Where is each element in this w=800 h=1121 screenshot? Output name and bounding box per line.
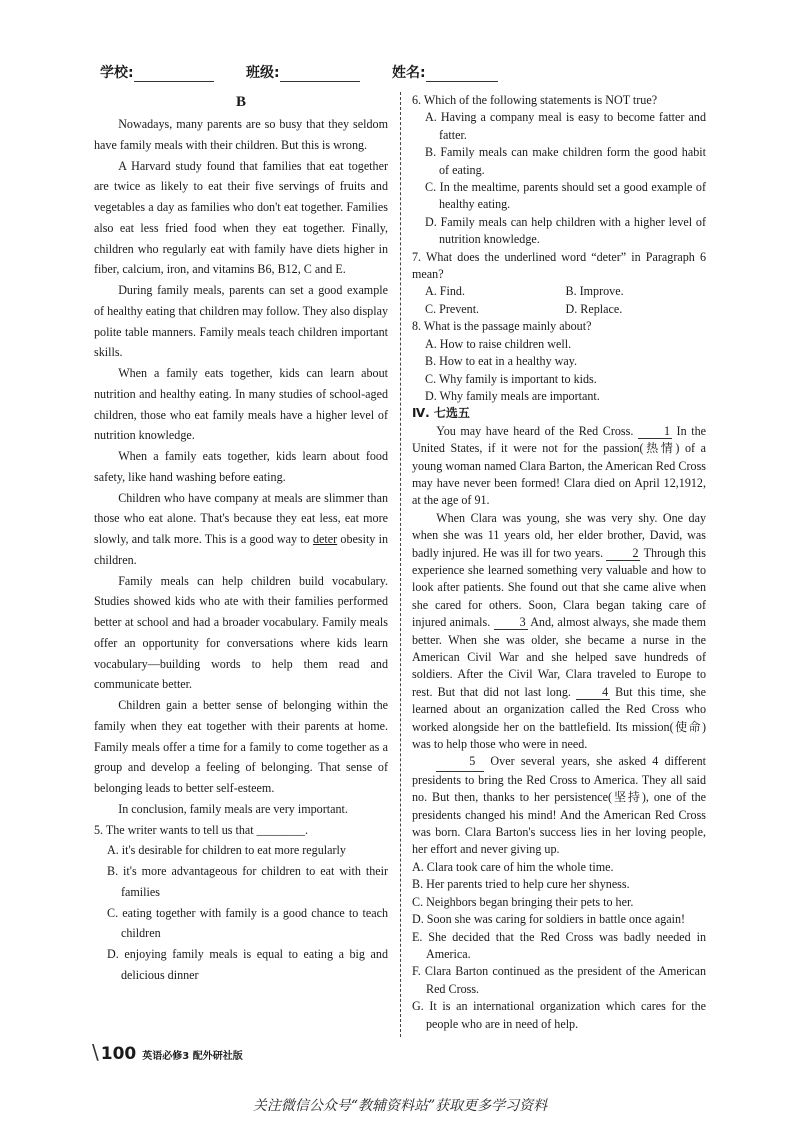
paragraph-2: A Harvard study found that families that eat together are twice as likely to eat their five servings of fruits and vegetables a day as families who don't eat together. Families also eat less fried food when they eat together. Finally, children who regularly eat with family have diets higher in fiber, calcium, iron, and vitamins B6, B12, C and E.	[94, 158, 388, 277]
choice-f: F. Clara Barton continued as the president of the American Red Cross.	[412, 964, 706, 996]
question-6-option-b: B. Family meals can make children form the good habit of eating.	[425, 145, 706, 177]
cloze-paragraph-3	[412, 753, 706, 858]
class-label: 班级:	[246, 65, 280, 81]
question-6-option-d: D. Family meals can help children with a higher level of nutrition knowledge.	[425, 214, 706, 247]
left-column	[94, 92, 388, 986]
paragraph-7: Family meals can help children build vocabulary. Studies showed kids who ate with their families performed better at school and had a broader vocabulary. Family meals offer an opportunity for conversations where kids learn vocabulary—building words to help them read and communicate better.	[94, 573, 388, 692]
question-7-option-c: C. Prevent.	[425, 301, 480, 316]
choice-d: D. Soon she was caring for soldiers in battle once again!	[412, 912, 686, 927]
choice-b: B. Her parents tried to help cure her shyness.	[412, 877, 630, 892]
choice-a: A. Clara took care of him the whole time.	[412, 859, 614, 874]
paragraph-9: In conclusion, family meals are very important.	[118, 801, 348, 816]
class-input-line[interactable]	[280, 67, 360, 82]
cloze-text: Through this experience she learned something very valuable and how to look after patients. She found out that she came alive when she cared for others. Soon, Clara began taking care of injured animals.	[412, 545, 707, 630]
question-7-options-row-1	[412, 283, 706, 300]
cloze-paragraph-2	[412, 510, 706, 754]
paragraph-3: During family meals, parents can set a good example of healthy eating that children may follow. They also display polite table manners. Family meals teach children important skills.	[94, 283, 388, 360]
question-6-stem: 6. Which of the following statements is NOT true?	[412, 93, 658, 107]
column-divider	[400, 92, 401, 1037]
section-title: B	[235, 94, 246, 110]
blank-5[interactable]: 5	[436, 753, 484, 771]
school-input-line[interactable]	[134, 67, 214, 82]
blank-4[interactable]: 4	[576, 685, 610, 700]
question-6-option-c: C. In the mealtime, parents should set a good example of healthy eating.	[425, 180, 706, 212]
blank-3[interactable]: 3	[494, 615, 528, 630]
cloze-paragraph-1	[412, 423, 706, 510]
name-label: 姓名:	[392, 65, 426, 81]
page-footer	[92, 1040, 243, 1064]
question-8-option-a: A. How to raise children well.	[425, 336, 572, 351]
underlined-word: deter	[312, 532, 338, 546]
question-5-option-b: B. it's more advantageous for children to eat with their families	[107, 864, 388, 899]
question-5-option-c: C. eating together with family is a good chance to teach children	[107, 905, 388, 941]
section-4-title: Ⅳ. 七选五	[412, 406, 470, 421]
school-field	[100, 62, 214, 82]
cloze-text: Over several years, she asked 4 different presidents to bring the Red Cross to America. They all said no. But then, thanks to her persistence(坚持), one of the presidents changed his mind! And the American Red Cross was born. Clara Barton's success lies in her loving people, her effort and never giving up.	[412, 754, 706, 857]
blank-1[interactable]: 1	[638, 424, 672, 439]
question-7-option-b: B. Improve.	[565, 284, 624, 299]
question-6-option-a: A. Having a company meal is easy to become fatter and fatter.	[425, 110, 706, 142]
footer-slash-icon: \	[92, 1040, 99, 1064]
class-field	[246, 62, 360, 82]
blank-2[interactable]: 2	[606, 546, 640, 561]
question-8-option-d: D. Why family meals are important.	[425, 388, 600, 403]
question-5-option-d: D. enjoying family meals is equal to eating a big and delicious dinner	[107, 947, 388, 982]
question-8-option-b: B. How to eat in a healthy way.	[425, 354, 578, 369]
paragraph-6	[94, 488, 388, 571]
paragraph-4: When a family eats together, kids can learn about nutrition and healthy eating. In many studies of school-aged children, those who eat family meals have a higher level of nutrition knowledge.	[94, 366, 388, 443]
paragraph-6-text: Children who have company at meals are slimmer than those who eat alone. That's because they eat less, eat more slowly, and talk more. This is a good way to	[94, 490, 388, 546]
name-field	[392, 62, 498, 82]
question-5-option-a: A. it's desirable for children to eat more regularly	[107, 843, 346, 858]
cloze-text: In the United States, if it were not for the passion(热情) of a young woman named Clara Barton, the American Red Cross may have never been formed! Clara died on April 12,1912, at the age of 91.	[412, 423, 707, 508]
question-8-stem: 8. What is the passage mainly about?	[412, 319, 592, 334]
paragraph-5: When a family eats together, kids learn about food safety, like hand washing before eating.	[94, 449, 388, 484]
paragraph-8: Children gain a better sense of belonging within the family when they eat together with their parents at home. Family meals offer a time for a family to come together as a group and develop a feeling of belonging. That sense of belonging leads to better self-esteem.	[94, 698, 388, 795]
paragraph-1: Nowadays, many parents are so busy that they seldom have family meals with their children. But this is wrong.	[94, 117, 388, 152]
name-input-line[interactable]	[426, 67, 498, 82]
question-7-stem: 7. What does the underlined word “deter” in Paragraph 6 mean?	[412, 249, 706, 282]
question-8-option-c: C. Why family is important to kids.	[425, 371, 597, 386]
cloze-text: But this time, she learned about an organization called the Red Cross who worked alongside her on the battlefield. Its mission(使命) was to help those who were in need.	[412, 684, 706, 752]
question-7-options-row-2	[412, 301, 706, 318]
choice-c: C. Neighbors began bringing their pets to her.	[412, 894, 634, 909]
school-label: 学校:	[100, 65, 134, 81]
cloze-text: And, almost always, she made them better. When she was older, she became a nurse in the American Civil War and she helped save hundreds of soldiers. After the Civil War, Clara traveled to Europe to rest. But that did not last long.	[412, 615, 706, 699]
question-7-option-d: D. Replace.	[565, 301, 623, 316]
question-7-option-a: A. Find.	[425, 284, 465, 299]
paragraph-6-text-end: obesity in children.	[94, 532, 389, 567]
book-title: 英语必修3 配外研社版	[142, 1051, 243, 1062]
right-column	[412, 92, 706, 1033]
page-number: 100	[100, 1044, 137, 1064]
wechat-note: 关注微信公众号“教辅资料站”获取更多学习资料	[252, 1098, 548, 1114]
choice-g: G. It is an international organization which cares for the people who are in need of help.	[412, 999, 706, 1031]
question-5-stem: 5. The writer wants to tell us that ________.	[94, 822, 309, 837]
cloze-text: When Clara was young, she was very shy. One day when she was 11 years old, her elder brother, David, was badly injured. He was ill for two years.	[412, 510, 706, 560]
cloze-text: You may have heard of the Red Cross.	[436, 423, 638, 438]
choice-e: E. She decided that the Red Cross was badly needed in America.	[412, 929, 706, 961]
